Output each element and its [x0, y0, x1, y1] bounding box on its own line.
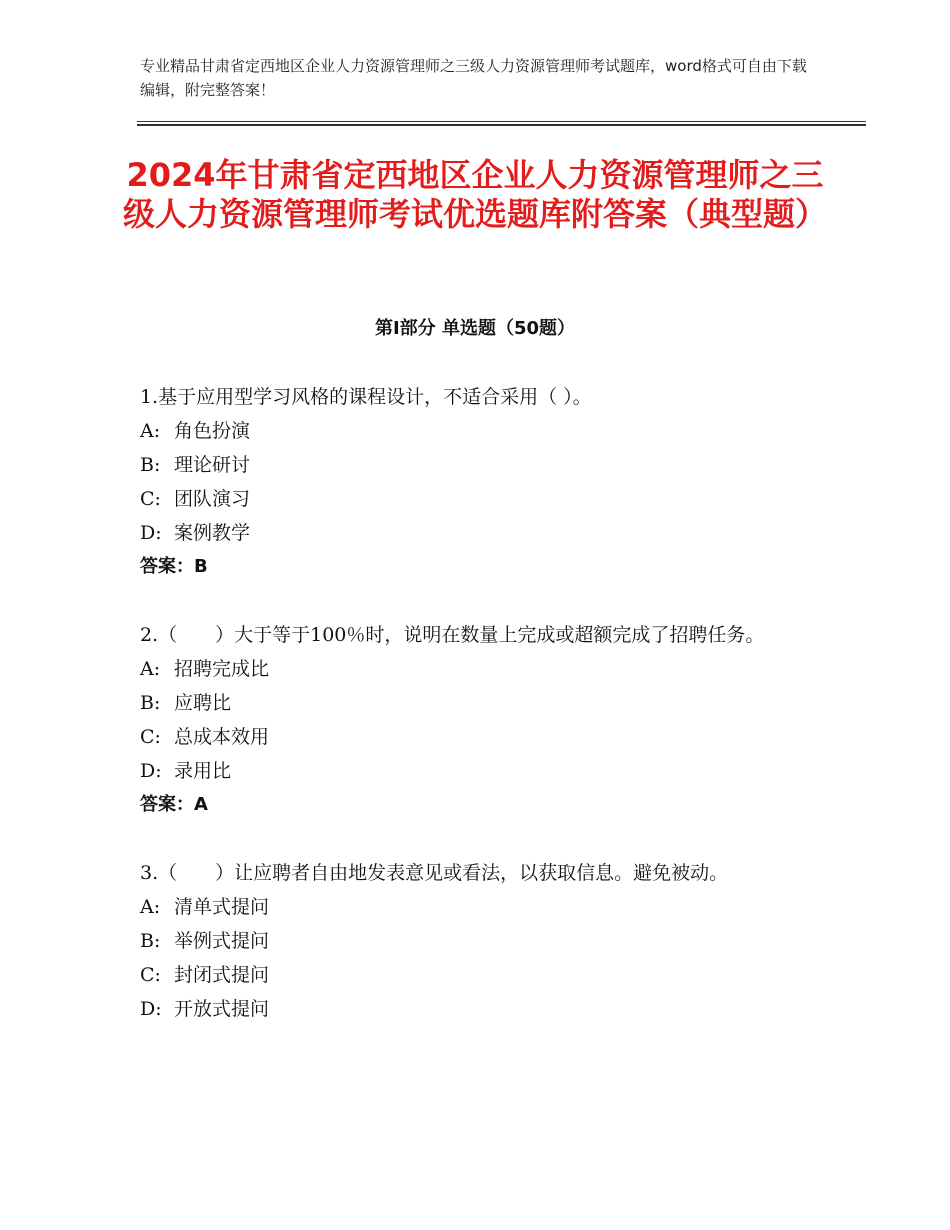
option-text: 举例式提问 — [174, 930, 270, 952]
section-heading: 第Ⅰ部分 单选题（50题） — [374, 318, 575, 339]
option-text: 开放式提问 — [174, 998, 270, 1020]
option-text: 清单式提问 — [174, 896, 270, 918]
option-c — [140, 720, 820, 754]
option-b — [140, 924, 820, 958]
option-c — [140, 482, 820, 516]
option-text: 招聘完成比 — [174, 658, 270, 680]
answer-key: 答案：A — [140, 794, 208, 815]
header-divider-thick — [137, 124, 866, 126]
option-label: D: — [140, 998, 162, 1020]
option-text: 理论研讨 — [174, 454, 251, 476]
option-b — [140, 448, 820, 482]
option-text: 团队演习 — [174, 488, 251, 510]
option-label: D: — [140, 522, 162, 544]
question-3 — [140, 856, 820, 1026]
option-label: D: — [140, 760, 162, 782]
option-text: 封闭式提问 — [174, 964, 270, 986]
document-title: 2024年甘肃省定西地区企业人力资源管理师之三级人力资源管理师考试优选题库附答案（典型题） — [122, 156, 827, 233]
option-text: 案例教学 — [174, 522, 251, 544]
question-stem: 2.（ ）大于等于100％时，说明在数量上完成或超额完成了招聘任务。 — [140, 624, 765, 646]
question-list — [140, 380, 820, 1060]
option-label: A: — [140, 658, 161, 680]
option-text: 应聘比 — [174, 692, 232, 714]
option-label: C: — [140, 726, 161, 748]
option-label: B: — [140, 454, 161, 476]
option-label: A: — [140, 896, 161, 918]
option-label: C: — [140, 964, 161, 986]
option-d — [140, 754, 820, 788]
question-stem: 1.基于应用型学习风格的课程设计，不适合采用（ ）。 — [140, 386, 592, 408]
option-text: 角色扮演 — [174, 420, 251, 442]
option-a — [140, 652, 820, 686]
option-c — [140, 958, 820, 992]
question-1 — [140, 380, 820, 584]
option-label: B: — [140, 930, 161, 952]
option-text: 录用比 — [174, 760, 232, 782]
option-a — [140, 414, 820, 448]
option-label: B: — [140, 692, 161, 714]
option-label: C: — [140, 488, 161, 510]
option-text: 总成本效用 — [174, 726, 270, 748]
question-2 — [140, 618, 820, 822]
option-a — [140, 890, 820, 924]
option-b — [140, 686, 820, 720]
header-note: 专业精品甘肃省定西地区企业人力资源管理师之三级人力资源管理师考试题库，word格式可自由下载编辑，附完整答案！ — [140, 57, 807, 99]
option-d — [140, 992, 820, 1026]
answer-key: 答案：B — [140, 556, 208, 577]
question-stem: 3.（ ）让应聘者自由地发表意见或看法，以获取信息。避免被动。 — [140, 862, 729, 884]
option-label: A: — [140, 420, 161, 442]
option-d — [140, 516, 820, 550]
header-divider — [137, 121, 866, 122]
